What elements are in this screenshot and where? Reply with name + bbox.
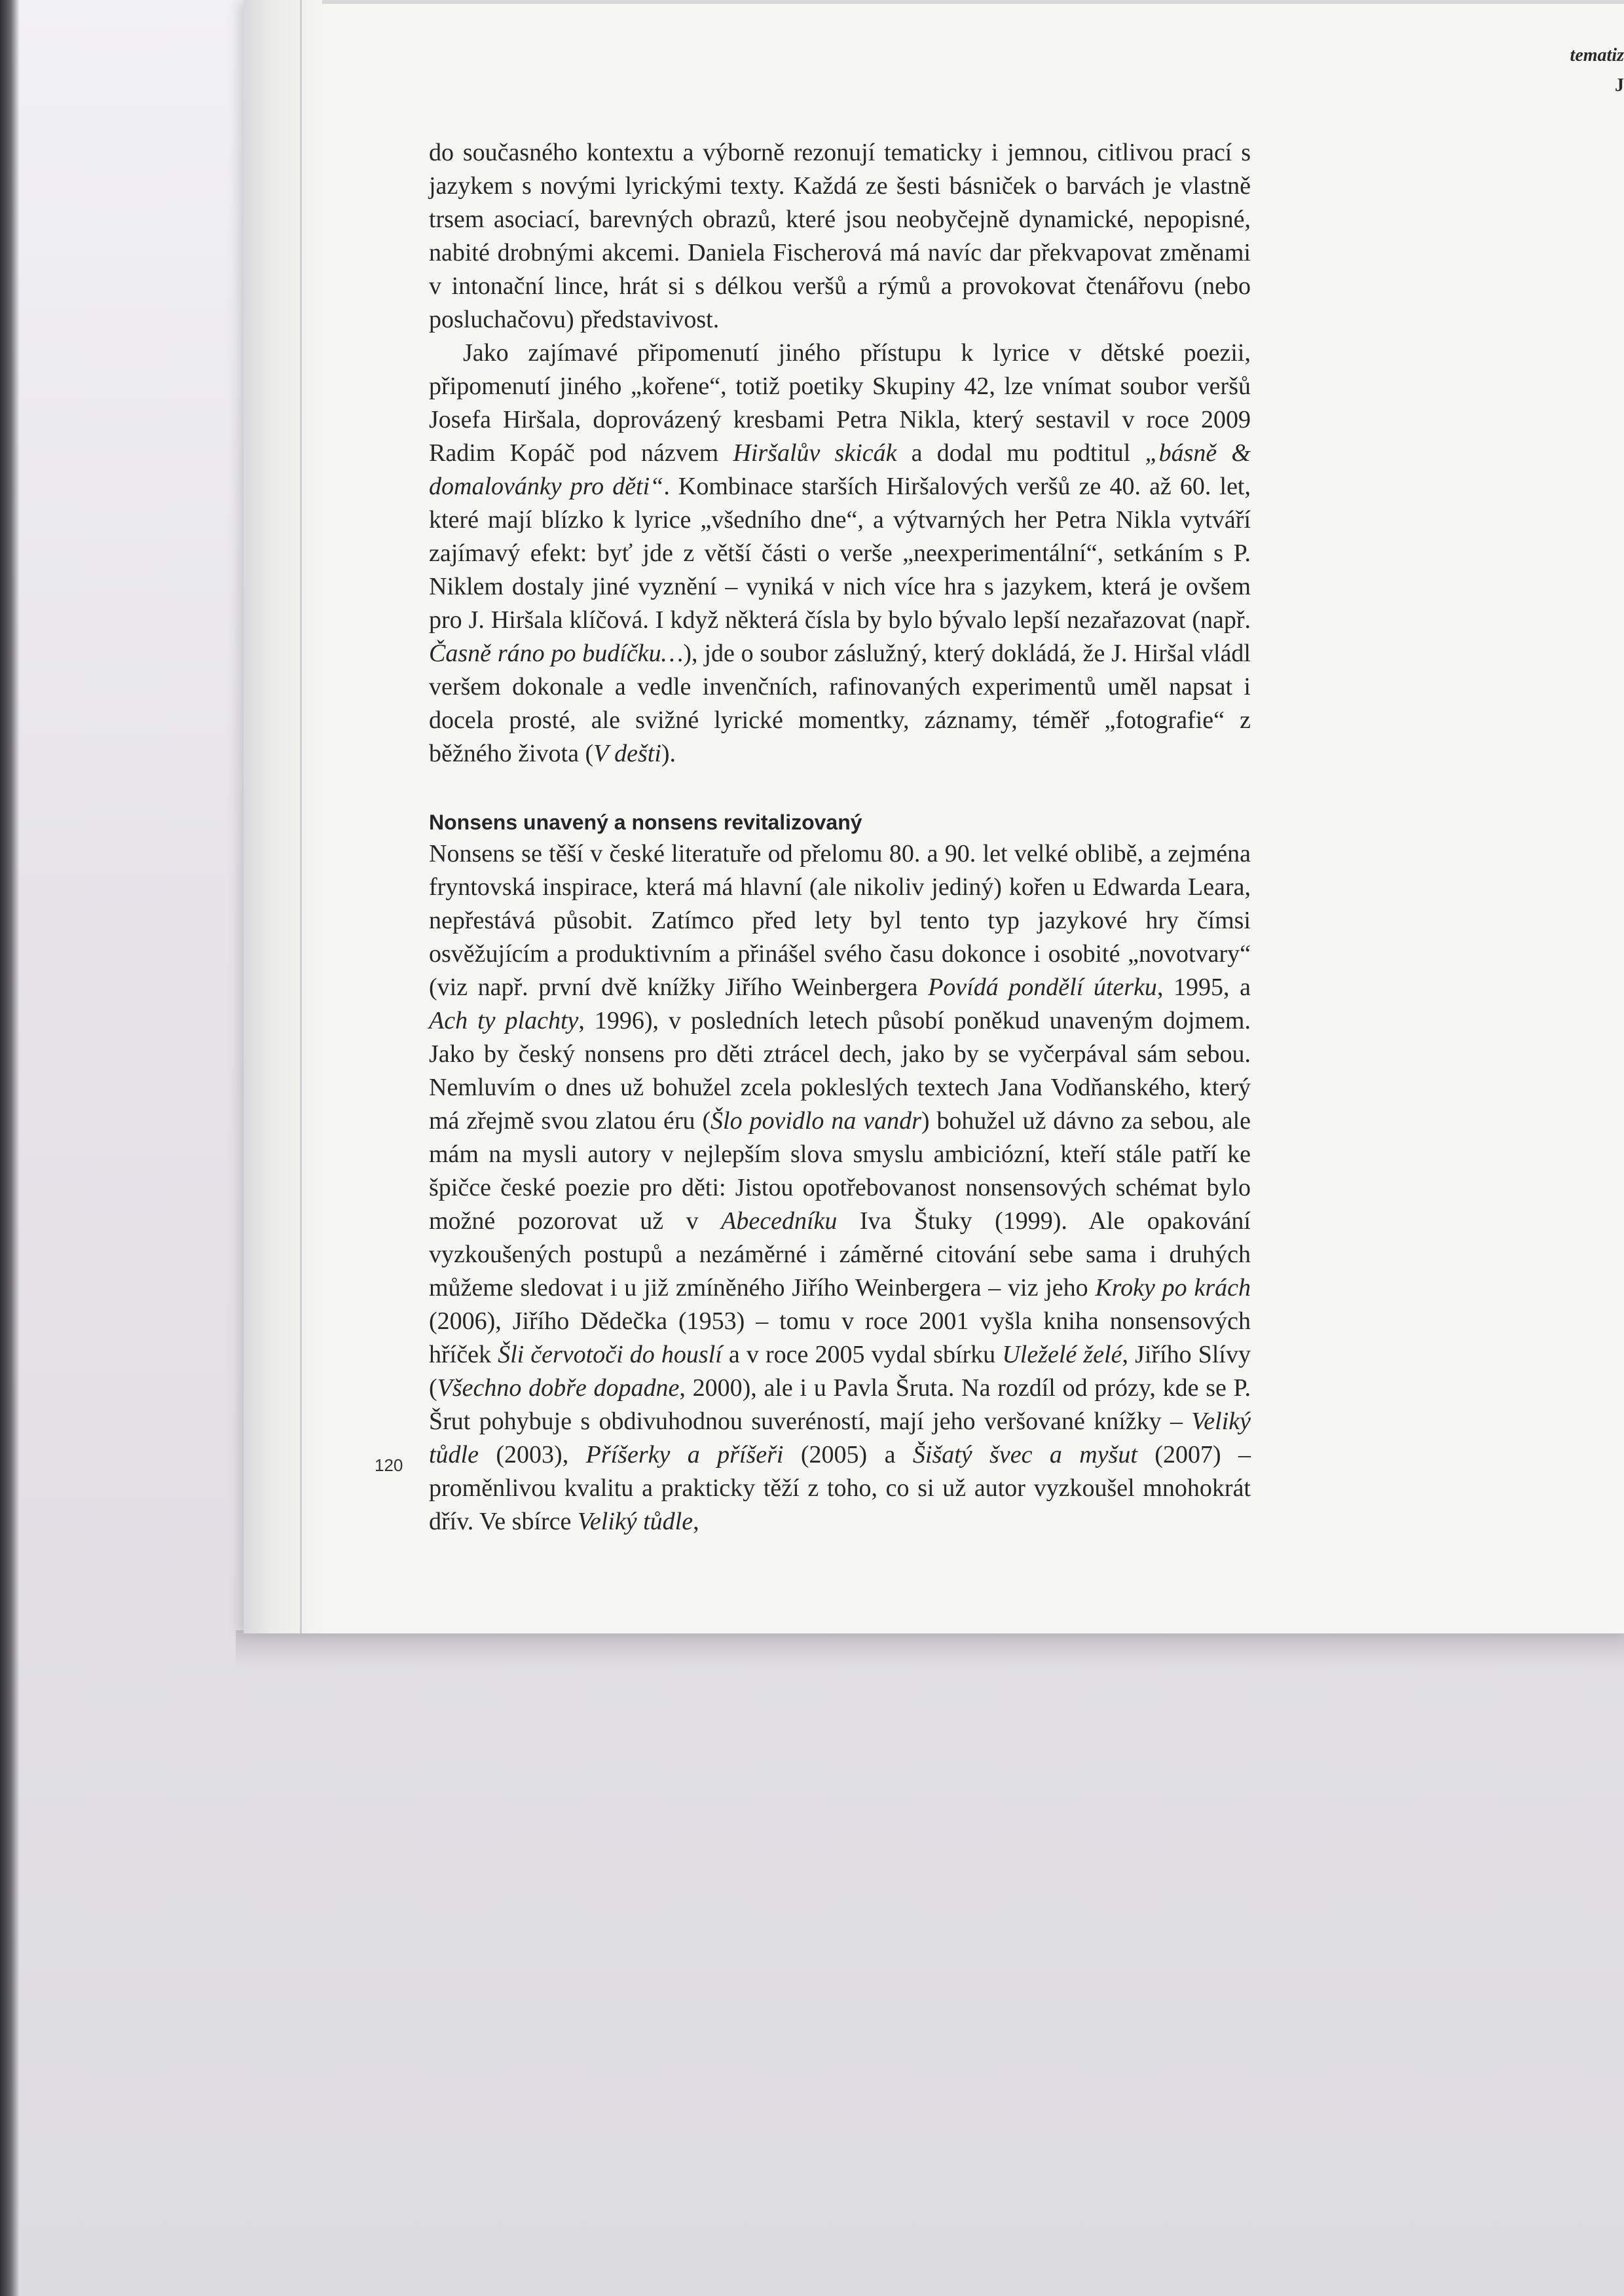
page-top-edge [244,0,1624,4]
text-segment: ) bohužel už dávno za sebou, ale mám na mysli autory v nejlepším slova smyslu ambiciózní, kteří stále patří ke špičce české poezie pro děti: Jistou opotřebovanost nonsensových schémat bylo možné pozorovat už v [429,1107,1251,1235]
italic-title: Povídá pondělí úterku [928,974,1157,1001]
text-segment: ), jde o soubor záslužný, který dokládá, že J. Hiršal vládl veršem dokonale a vedle invenčních, rafinovaných experimentů uměl napsat i docela prosté, ale svižné lyrické momentky, záznamy, téměř „fotografie“ z běžného života ( [429,640,1251,767]
text-segment: , 2000), ale i u Pavla Šruta. Na rozdíl od prózy, kde se P. Šrut pohybuje s obdivuhodnou suveréností, mají jeho veršované knížky – [429,1374,1251,1435]
text-segment: (2003), [478,1441,586,1468]
text-segment: a dodal mu podtitul [896,439,1145,467]
section-heading: Nonsens unavený a nonsens revitalizovaný [429,811,862,834]
italic-title: Šlo povidlo na vandr [710,1107,921,1135]
text-segment: . Kombinace starších Hiršalových veršů ze 40. až 60. let, které mají blízko k lyrice „všedního dne“, a výtvarných her Petra Nikla vytváří zajímavý efekt: byť jde z větší části o verše „neexperimentální“, setkáním s P. Niklem dostaly jiné vyznění – vyniká v nich více hra s jazykem, která je ovšem pro J. Hiršala klíčová. I když některá čísla by bylo bývalo lepší nezařazovat (např. [429,473,1251,634]
italic-title: Ach ty plachty [429,1007,579,1034]
italic-title: Veliký tůdle [577,1508,693,1535]
italic-title: Šli červotoči do houslí [498,1341,722,1368]
paragraph [429,837,1251,1539]
text-segment: Nonsens se těší v české literatuře od přelomu 80. a 90. let velké oblibě, a zejména fryntovská inspirace, která má hlavní (ale nikoliv jediný) kořen u Edwarda Leara, nepřestává působit. Zatímco před lety byl tento typ jazykové hry čímsi osvěžujícím a produktivním a přinášel svého času dokonce i osobité „novotvary“ (viz např. první dvě knížky Jiřího Weinbergera [429,840,1251,1001]
text-segment: a v roce 2005 vydal sbírku [722,1341,1003,1368]
text-segment: , [693,1508,699,1535]
italic-title: Abecedníku [721,1207,838,1235]
page-gutter [244,0,322,1633]
italic-title: Šišatý švec a myšut [912,1441,1137,1468]
text-segment: (2007) – proměnlivou kvalitu a prakticky těží z toho, co si už autor vyzkoušel mnohokrát dřív. Ve sbírce [429,1441,1251,1535]
running-head [1570,41,1624,101]
italic-title: V dešti [593,740,661,767]
main-text [429,136,1251,1539]
italic-title: Kroky po krách [1095,1274,1251,1302]
paragraph [429,337,1251,771]
italic-title: Časně ráno po budíčku… [429,640,684,667]
italic-title: Hiršalův skicák [733,439,897,467]
text-segment: Iva Štuky (1999). Ale opakování vyzkoušených postupů a nezáměrné i záměrné citování sebe sama i druhých můžeme sledovat i u již zmíněného Jiřího Weinbergera – viz jeho [429,1207,1251,1302]
paragraph [429,136,1251,337]
page-shadow [236,1630,1624,1669]
text-segment: (2006), Jiřího Dědečka (1953) – tomu v roce 2001 vyšla kniha nonsensových hříček [429,1307,1251,1368]
text-segment: (2005) a [783,1441,913,1468]
text-segment: , 1995, a [1156,974,1251,1001]
italic-title: Veliký tůdle [429,1408,1251,1468]
italic-title: Příšerky a příšeři [585,1441,784,1468]
italic-title: Uleželé želé [1002,1341,1122,1368]
text-segment: , Jiřího Slívy ( [429,1341,1251,1402]
italic-title: Všechno dobře dopadne [437,1374,680,1402]
text-segment: , 1996), v posledních letech působí poněkud unaveným dojmem. Jako by český nonsens pro děti ztrácel dech, jako by se vyčerpával sám sebou. Nemluvím o dnes už bohužel zcela pokleslých textech Jana Vodňanského, který má zřejmě svou zlatou éru ( [429,1007,1251,1135]
page-number: 120 [375,1455,403,1475]
italic-title: „básně & domalovánky pro děti“ [429,439,1251,500]
running-head-title: tematiz [1570,45,1624,65]
text-segment: do současného kontextu a výborně rezonují tematicky i jemnou, citlivou prací s jazykem s novými lyrickými texty. Každá ze šesti básniček o barvách je vlastně trsem asociací, barevných obrazů, které jsou neobyčejně dynamické, nepopisné, nabité drobnými akcemi. Daniela Fischerová má navíc dar překvapovat změnami v intonační lince, hrát si s délkou veršů a rýmů a provokovat čtenářovu (nebo posluchačovu) představivost. [429,139,1251,333]
running-head-sub: J [1615,75,1624,96]
text-segment: ). [661,740,676,767]
scanner-edge [0,0,20,2296]
text-segment: Jako zajímavé připomenutí jiného přístupu k lyrice v dětské poezii, připomenutí jiného „kořene“, totiž poetiky Skupiny 42, lze vnímat soubor veršů Josefa Hiršala, doprovázený kresbami Petra Nikla, který sestavil v roce 2009 Radim Kopáč pod názvem [429,339,1251,467]
